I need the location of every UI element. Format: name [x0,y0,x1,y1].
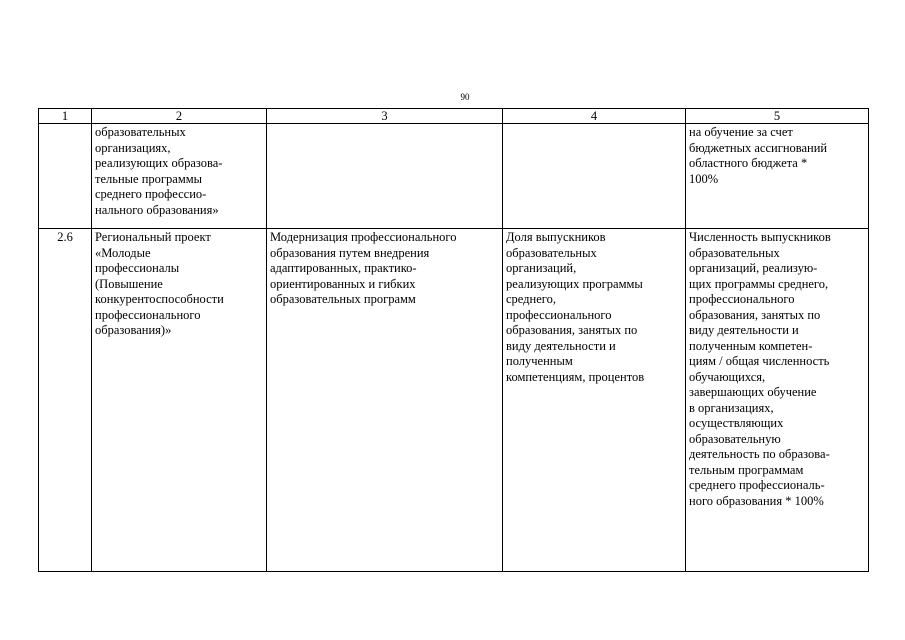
table-row [39,229,869,572]
table-cell-col4: Доля выпускников образовательных организаций, реализующих программы среднего, профессионального образования, занятых по виду деятельности и полученным компетенциям, процентов [503,229,686,572]
row-number-cell [39,124,92,229]
table-cell-col5: Численность выпускников образовательных организаций, реализую- щих программы среднего, профессионального образования, занятых по виду деятельности и полученным компетен- циям / общая численность обучающихся, завершающих обучение в организациях, осуществляющих образовательную деятельность по образова- тельным программам среднего профессиональ- ного образования * 100% [686,229,869,572]
column-header-5: 5 [686,109,869,124]
column-header-1: 1 [39,109,92,124]
document-table [38,108,869,572]
table-cell-col2: Региональный проект «Молодые профессионалы (Повышение конкурентоспособности профессионального образования)» [92,229,267,572]
table-cell-col3: Модернизация профессионального образования путем внедрения адаптированных, практико- ориентированных и гибких образовательных программ [267,229,503,572]
column-header-4: 4 [503,109,686,124]
table-cell-col4 [503,124,686,229]
table-cell-col3 [267,124,503,229]
row-number-cell: 2.6 [39,229,92,572]
column-header-2: 2 [92,109,267,124]
table-row [39,124,869,229]
column-header-3: 3 [267,109,503,124]
table-cell-col2: образовательных организациях, реализующих образова- тельные программы среднего профессио- нального образования» [92,124,267,229]
table-header-row [39,109,869,124]
table-cell-col5: на обучение за счет бюджетных ассигнований областного бюджета * 100% [686,124,869,229]
page-number: 90 [460,92,470,102]
